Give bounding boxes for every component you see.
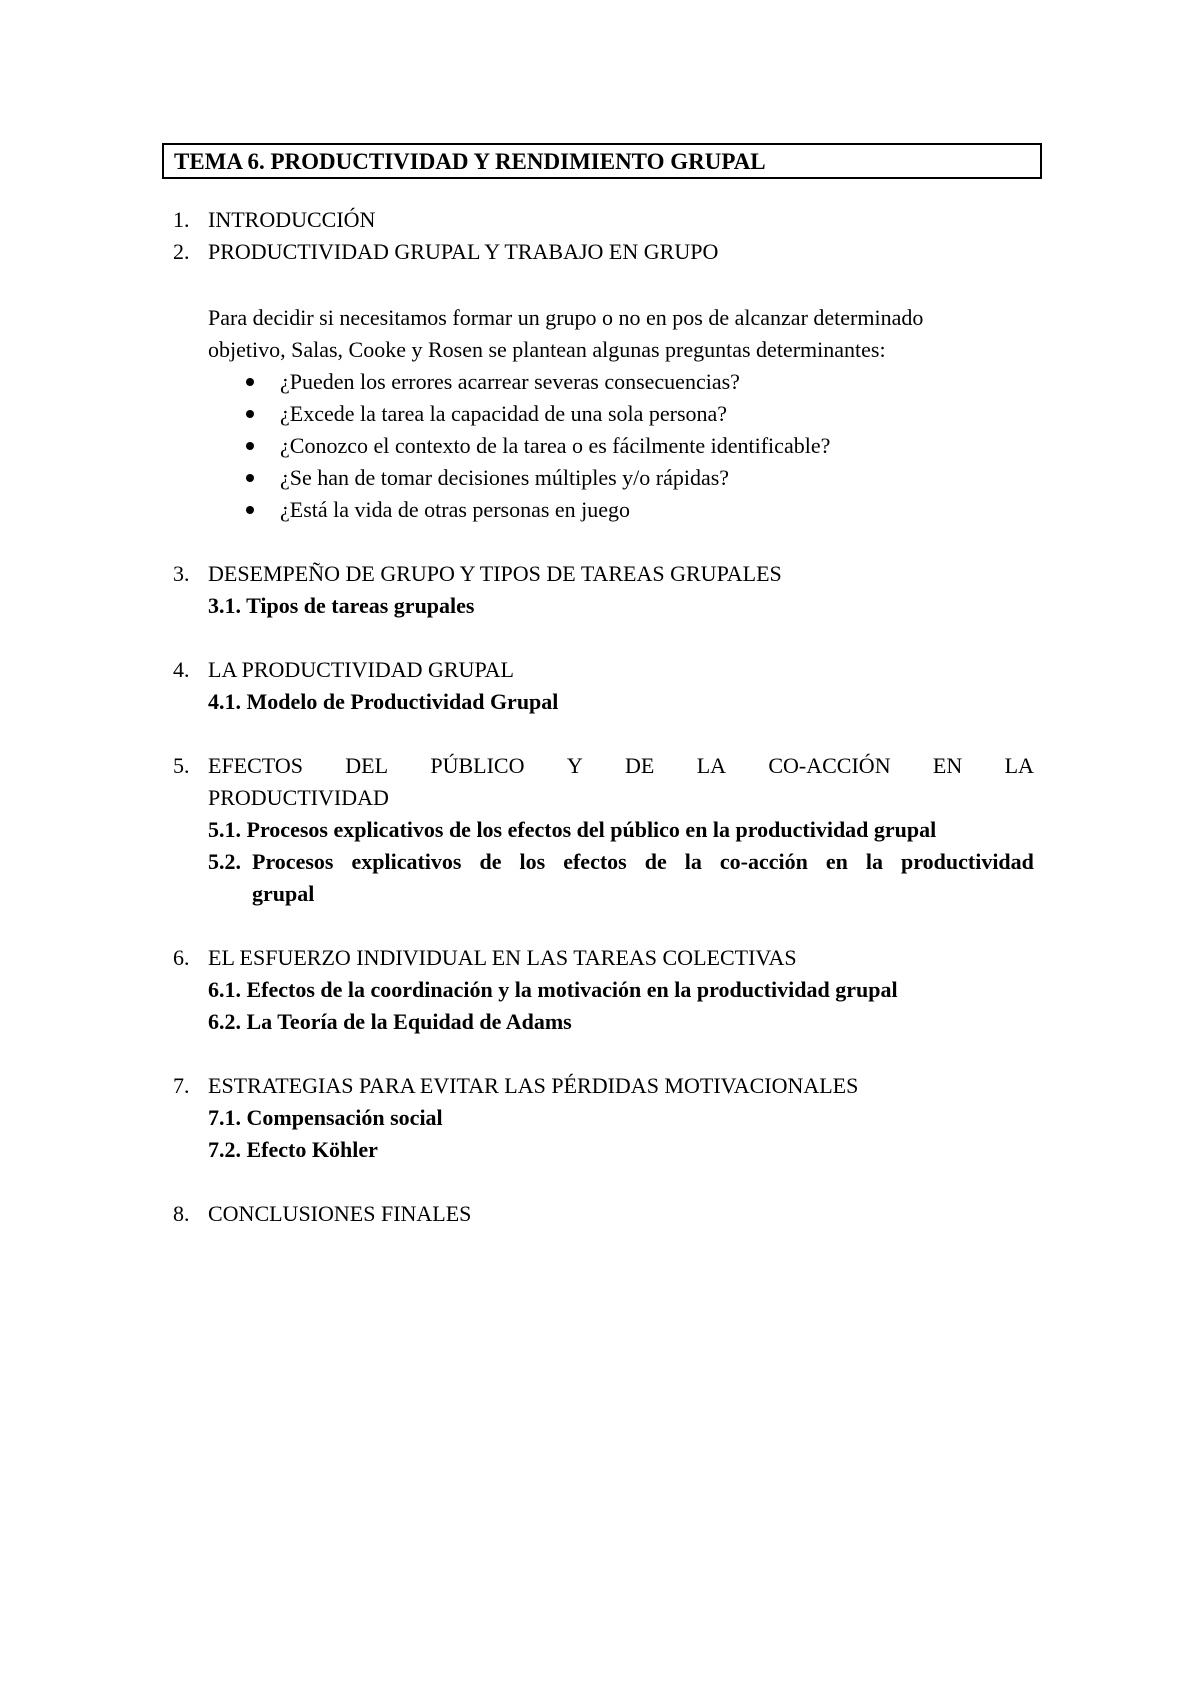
subsection-6-1: 6.1. Efectos de la coordinación y la motivación en la productividad grupal <box>208 977 898 1002</box>
bullet-icon <box>246 506 254 514</box>
subsection-5-2-line-1 <box>252 848 1034 876</box>
heading-word: PÚBLICO <box>430 753 525 778</box>
section-8-heading: CONCLUSIONES FINALES <box>208 1201 472 1226</box>
bullet-item: ¿Pueden los errores acarrear severas consecuencias? <box>280 369 740 394</box>
subsection-word: los <box>519 849 546 874</box>
bullet-item: ¿Está la vida de otras personas en juego <box>280 497 631 522</box>
section-3-number: 3. <box>173 561 190 586</box>
bullet-icon <box>246 474 254 482</box>
subsection-5-2-number: 5.2. <box>208 849 241 874</box>
subsection-6-2: 6.2. La Teoría de la Equidad de Adams <box>208 1009 572 1034</box>
subsection-4-1: 4.1. Modelo de Productividad Grupal <box>208 689 559 714</box>
subsection-word: explicativos <box>351 849 462 874</box>
section-5-heading-line-2: PRODUCTIVIDAD <box>208 785 389 810</box>
heading-word: EFECTOS <box>208 753 303 778</box>
subsection-word: la <box>865 849 884 874</box>
subsection-word: efectos <box>563 849 627 874</box>
bullet-item: ¿Conozco el contexto de la tarea o es fácilmente identificable? <box>280 433 831 458</box>
bullet-icon <box>246 442 254 450</box>
section-7-number: 7. <box>173 1073 190 1098</box>
subsection-3-1: 3.1. Tipos de tareas grupales <box>208 593 475 618</box>
heading-word: CO-ACCIÓN <box>768 753 891 778</box>
subsection-word: co-acción <box>719 849 808 874</box>
page-title: TEMA 6. PRODUCTIVIDAD Y RENDIMIENTO GRUPAL <box>174 149 766 174</box>
section-5-heading-line-1 <box>208 752 1034 780</box>
bullet-icon <box>246 378 254 386</box>
heading-word: LA <box>696 753 727 778</box>
section-4-number: 4. <box>173 657 190 682</box>
section-2-number: 2. <box>173 239 190 264</box>
subsection-5-1: 5.1. Procesos explicativos de los efectos del público en la productividad grupal <box>208 817 937 842</box>
section-1-number: 1. <box>173 207 190 232</box>
subsection-7-1: 7.1. Compensación social <box>208 1105 443 1130</box>
section-7-heading: ESTRATEGIAS PARA EVITAR LAS PÉRDIDAS MOTIVACIONALES <box>208 1073 859 1098</box>
subsection-word: la <box>684 849 702 874</box>
heading-word: LA <box>1004 753 1034 778</box>
subsection-word: productividad <box>901 849 1034 874</box>
subsection-word: de <box>644 849 667 874</box>
section-1-heading: INTRODUCCIÓN <box>208 207 376 232</box>
title-box <box>162 143 1042 179</box>
section-4-heading: LA PRODUCTIVIDAD GRUPAL <box>208 657 514 682</box>
subsection-7-2: 7.2. Efecto Köhler <box>208 1137 378 1162</box>
heading-word: DE <box>625 753 655 778</box>
paragraph-line-1: Para decidir si necesitamos formar un grupo o no en pos de alcanzar determinado <box>208 305 924 330</box>
section-5-number: 5. <box>173 753 190 778</box>
subsection-word: Procesos <box>252 849 334 874</box>
section-6-heading: EL ESFUERZO INDIVIDUAL EN LAS TAREAS COLECTIVAS <box>208 945 797 970</box>
bullet-icon <box>246 410 254 418</box>
bullet-item: ¿Se han de tomar decisiones múltiples y/o rápidas? <box>280 465 730 490</box>
heading-word: Y <box>566 753 583 778</box>
heading-word: EN <box>932 753 963 778</box>
subsection-5-2-line-2: grupal <box>252 881 315 906</box>
heading-word: DEL <box>345 753 389 778</box>
paragraph-line-2: objetivo, Salas, Cooke y Rosen se plantean algunas preguntas determinantes: <box>208 337 886 362</box>
section-6-number: 6. <box>173 945 190 970</box>
subsection-word: de <box>479 849 502 874</box>
section-8-number: 8. <box>173 1201 190 1226</box>
section-2-heading: PRODUCTIVIDAD GRUPAL Y TRABAJO EN GRUPO <box>208 239 719 264</box>
section-3-heading: DESEMPEÑO DE GRUPO Y TIPOS DE TAREAS GRUPALES <box>208 561 782 586</box>
subsection-word: en <box>825 849 848 874</box>
bullet-item: ¿Excede la tarea la capacidad de una sola persona? <box>280 401 728 426</box>
